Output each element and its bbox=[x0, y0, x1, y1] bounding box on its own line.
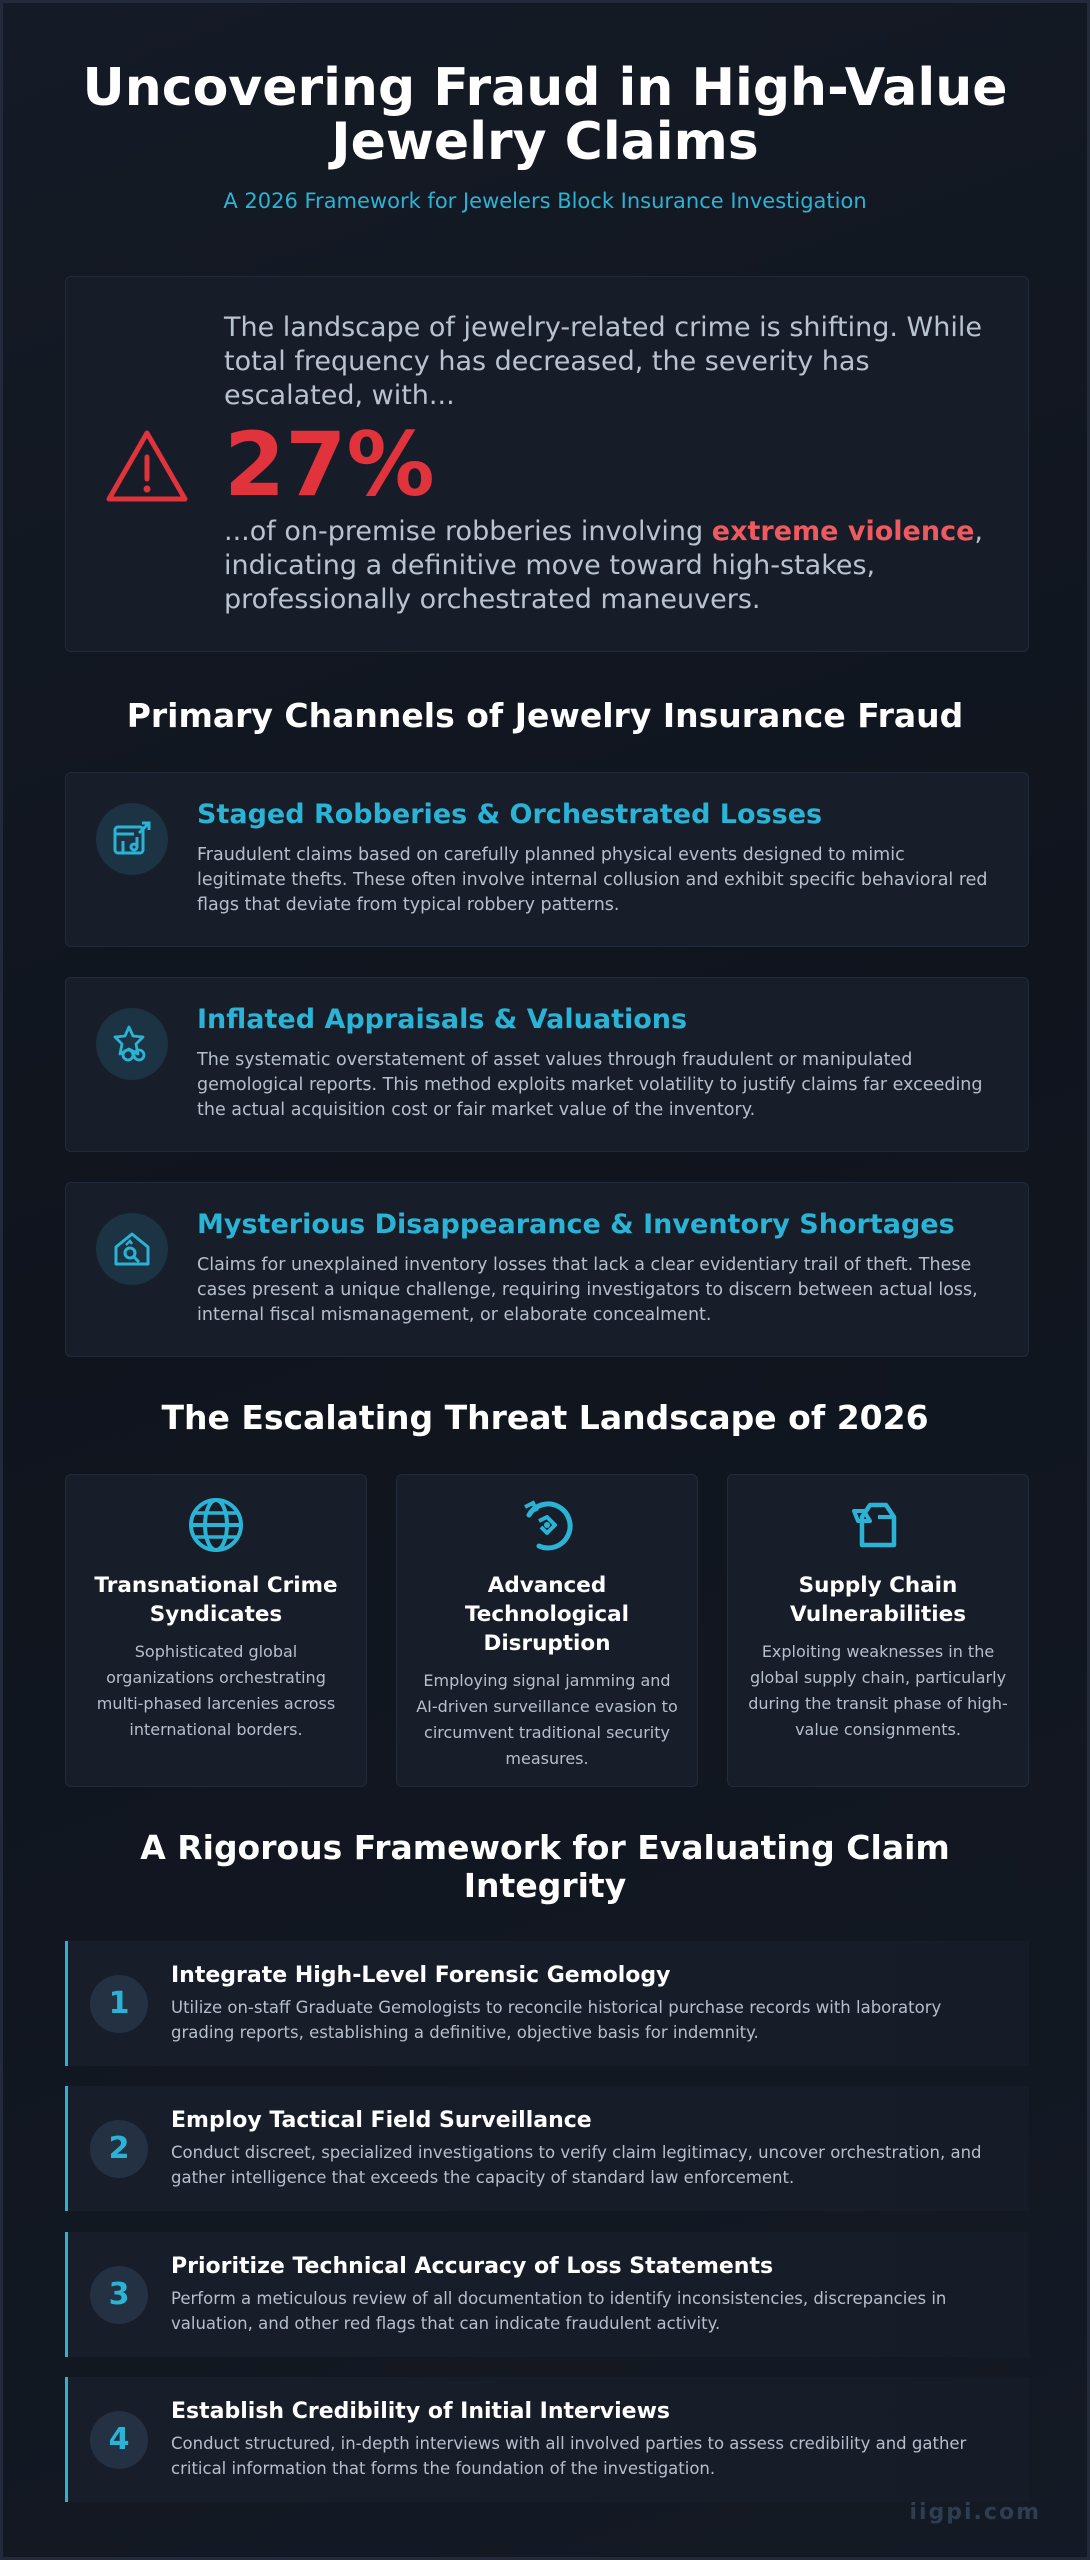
step-title: Establish Credibility of Initial Interviews bbox=[171, 2399, 671, 2424]
threat-description: Exploiting weaknesses in the global supply chain, particularly during the transit phase of high-value consignments. bbox=[748, 1642, 1008, 1739]
stat-highlight: extreme violence bbox=[711, 516, 975, 547]
step-description: Perform a meticulous review of all documentation to identify inconsistencies, discrepancies in valuation, and other red flags that can indicate fraudulent activity. bbox=[171, 2289, 947, 2333]
header bbox=[3, 3, 1087, 213]
threat-title: Transnational Crime Syndicates bbox=[94, 1573, 338, 1627]
step-description: Conduct structured, in-depth interviews with all involved parties to assess credibility and gather critical information that forms the foundation of the investigation. bbox=[171, 2434, 967, 2478]
step-title: Employ Tactical Field Surveillance bbox=[171, 2108, 592, 2133]
threat-title: Advanced Technological Disruption bbox=[464, 1573, 630, 1656]
step-title: Prioritize Technical Accuracy of Loss Statements bbox=[171, 2254, 774, 2279]
channel-title: Staged Robberies & Orchestrated Losses bbox=[197, 799, 823, 830]
warning-triangle-icon bbox=[104, 427, 190, 505]
framework-step-3 bbox=[65, 2232, 1029, 2357]
stat-intro: The landscape of jewelry-related crime is shifting. While total frequency has decreased, the severity has escalated, with... bbox=[224, 312, 982, 411]
channel-title: Mysterious Disappearance & Inventory Shortages bbox=[197, 1209, 955, 1240]
threat-card-supply-chain bbox=[727, 1474, 1029, 1787]
step-number-badge: 2 bbox=[90, 2120, 148, 2178]
step-number-badge: 3 bbox=[90, 2266, 148, 2324]
stat-card bbox=[65, 276, 1029, 652]
channel-title: Inflated Appraisals & Valuations bbox=[197, 1004, 688, 1035]
appraisal-star-icon bbox=[96, 1008, 168, 1080]
step-title: Integrate High-Level Forensic Gemology bbox=[171, 1963, 671, 1988]
globe-icon bbox=[186, 1495, 246, 1555]
tech-disruption-icon bbox=[517, 1495, 577, 1555]
footer-brand[interactable]: iigpi.com bbox=[909, 2500, 1041, 2525]
house-search-icon bbox=[96, 1213, 168, 1285]
channel-card-staged-robberies bbox=[65, 772, 1029, 947]
page-title: Uncovering Fraud in High-Value Jewelry Claims bbox=[82, 58, 1008, 172]
page-subtitle: A 2026 Framework for Jewelers Block Insurance Investigation bbox=[223, 189, 867, 213]
step-number-badge: 1 bbox=[90, 1975, 148, 2033]
framework-step-2 bbox=[65, 2086, 1029, 2211]
threat-description: Employing signal jamming and AI-driven surveillance evasion to circumvent traditional security measures. bbox=[416, 1671, 678, 1768]
channel-card-inflated-appraisals bbox=[65, 977, 1029, 1152]
framework-step-4 bbox=[65, 2377, 1029, 2502]
package-icon bbox=[848, 1495, 908, 1555]
framework-heading: A Rigorous Framework for Evaluating Claim Integrity bbox=[140, 1828, 950, 1905]
channel-card-mysterious-disappearance bbox=[65, 1182, 1029, 1357]
channel-description: Fraudulent claims based on carefully planned physical events designed to mimic legitimate thefts. These often involve internal collusion and exhibit specific behavioral red flags that deviate from typical robbery patterns. bbox=[197, 845, 988, 915]
stat-text-after: , indicating a definitive move toward high-stakes, professionally orchestrated maneuvers. bbox=[224, 516, 983, 615]
step-description: Utilize on-staff Graduate Gemologists to reconcile historical purchase records with laboratory grading reports, establishing a definitive, objective basis for indemnity. bbox=[171, 1998, 942, 2042]
threat-title: Supply Chain Vulnerabilities bbox=[789, 1573, 967, 1627]
stat-text-before: ...of on-premise robberies involving bbox=[224, 516, 712, 547]
stat-description bbox=[224, 515, 994, 617]
threat-card-technological-disruption bbox=[396, 1474, 698, 1787]
framework-step-1 bbox=[65, 1941, 1029, 2066]
step-description: Conduct discreet, specialized investigations to verify claim legitimacy, uncover orchestration, and gather intelligence that exceeds the capacity of standard law enforcement. bbox=[171, 2143, 982, 2187]
channel-description: Claims for unexplained inventory losses that lack a clear evidentiary trail of theft. These cases present a unique challenge, requiring investigators to discern between actual loss, internal fiscal mismanagement, or elaborate concealment. bbox=[197, 1255, 978, 1325]
channel-description: The systematic overstatement of asset values through fraudulent or manipulated gemological reports. This method exploits market volatility to justify claims far exceeding the actual acquisition cost or fair market value of the inventory. bbox=[197, 1050, 983, 1120]
threat-description: Sophisticated global organizations orchestrating multi-phased larcenies across international borders. bbox=[96, 1642, 336, 1739]
step-number-badge: 4 bbox=[90, 2411, 148, 2469]
stat-number: 27% bbox=[224, 413, 435, 516]
channels-heading: Primary Channels of Jewelry Insurance Fraud bbox=[126, 696, 964, 735]
threat-card-transnational-crime bbox=[65, 1474, 367, 1787]
stage-icon bbox=[96, 803, 168, 875]
threats-heading: The Escalating Threat Landscape of 2026 bbox=[161, 1398, 929, 1437]
